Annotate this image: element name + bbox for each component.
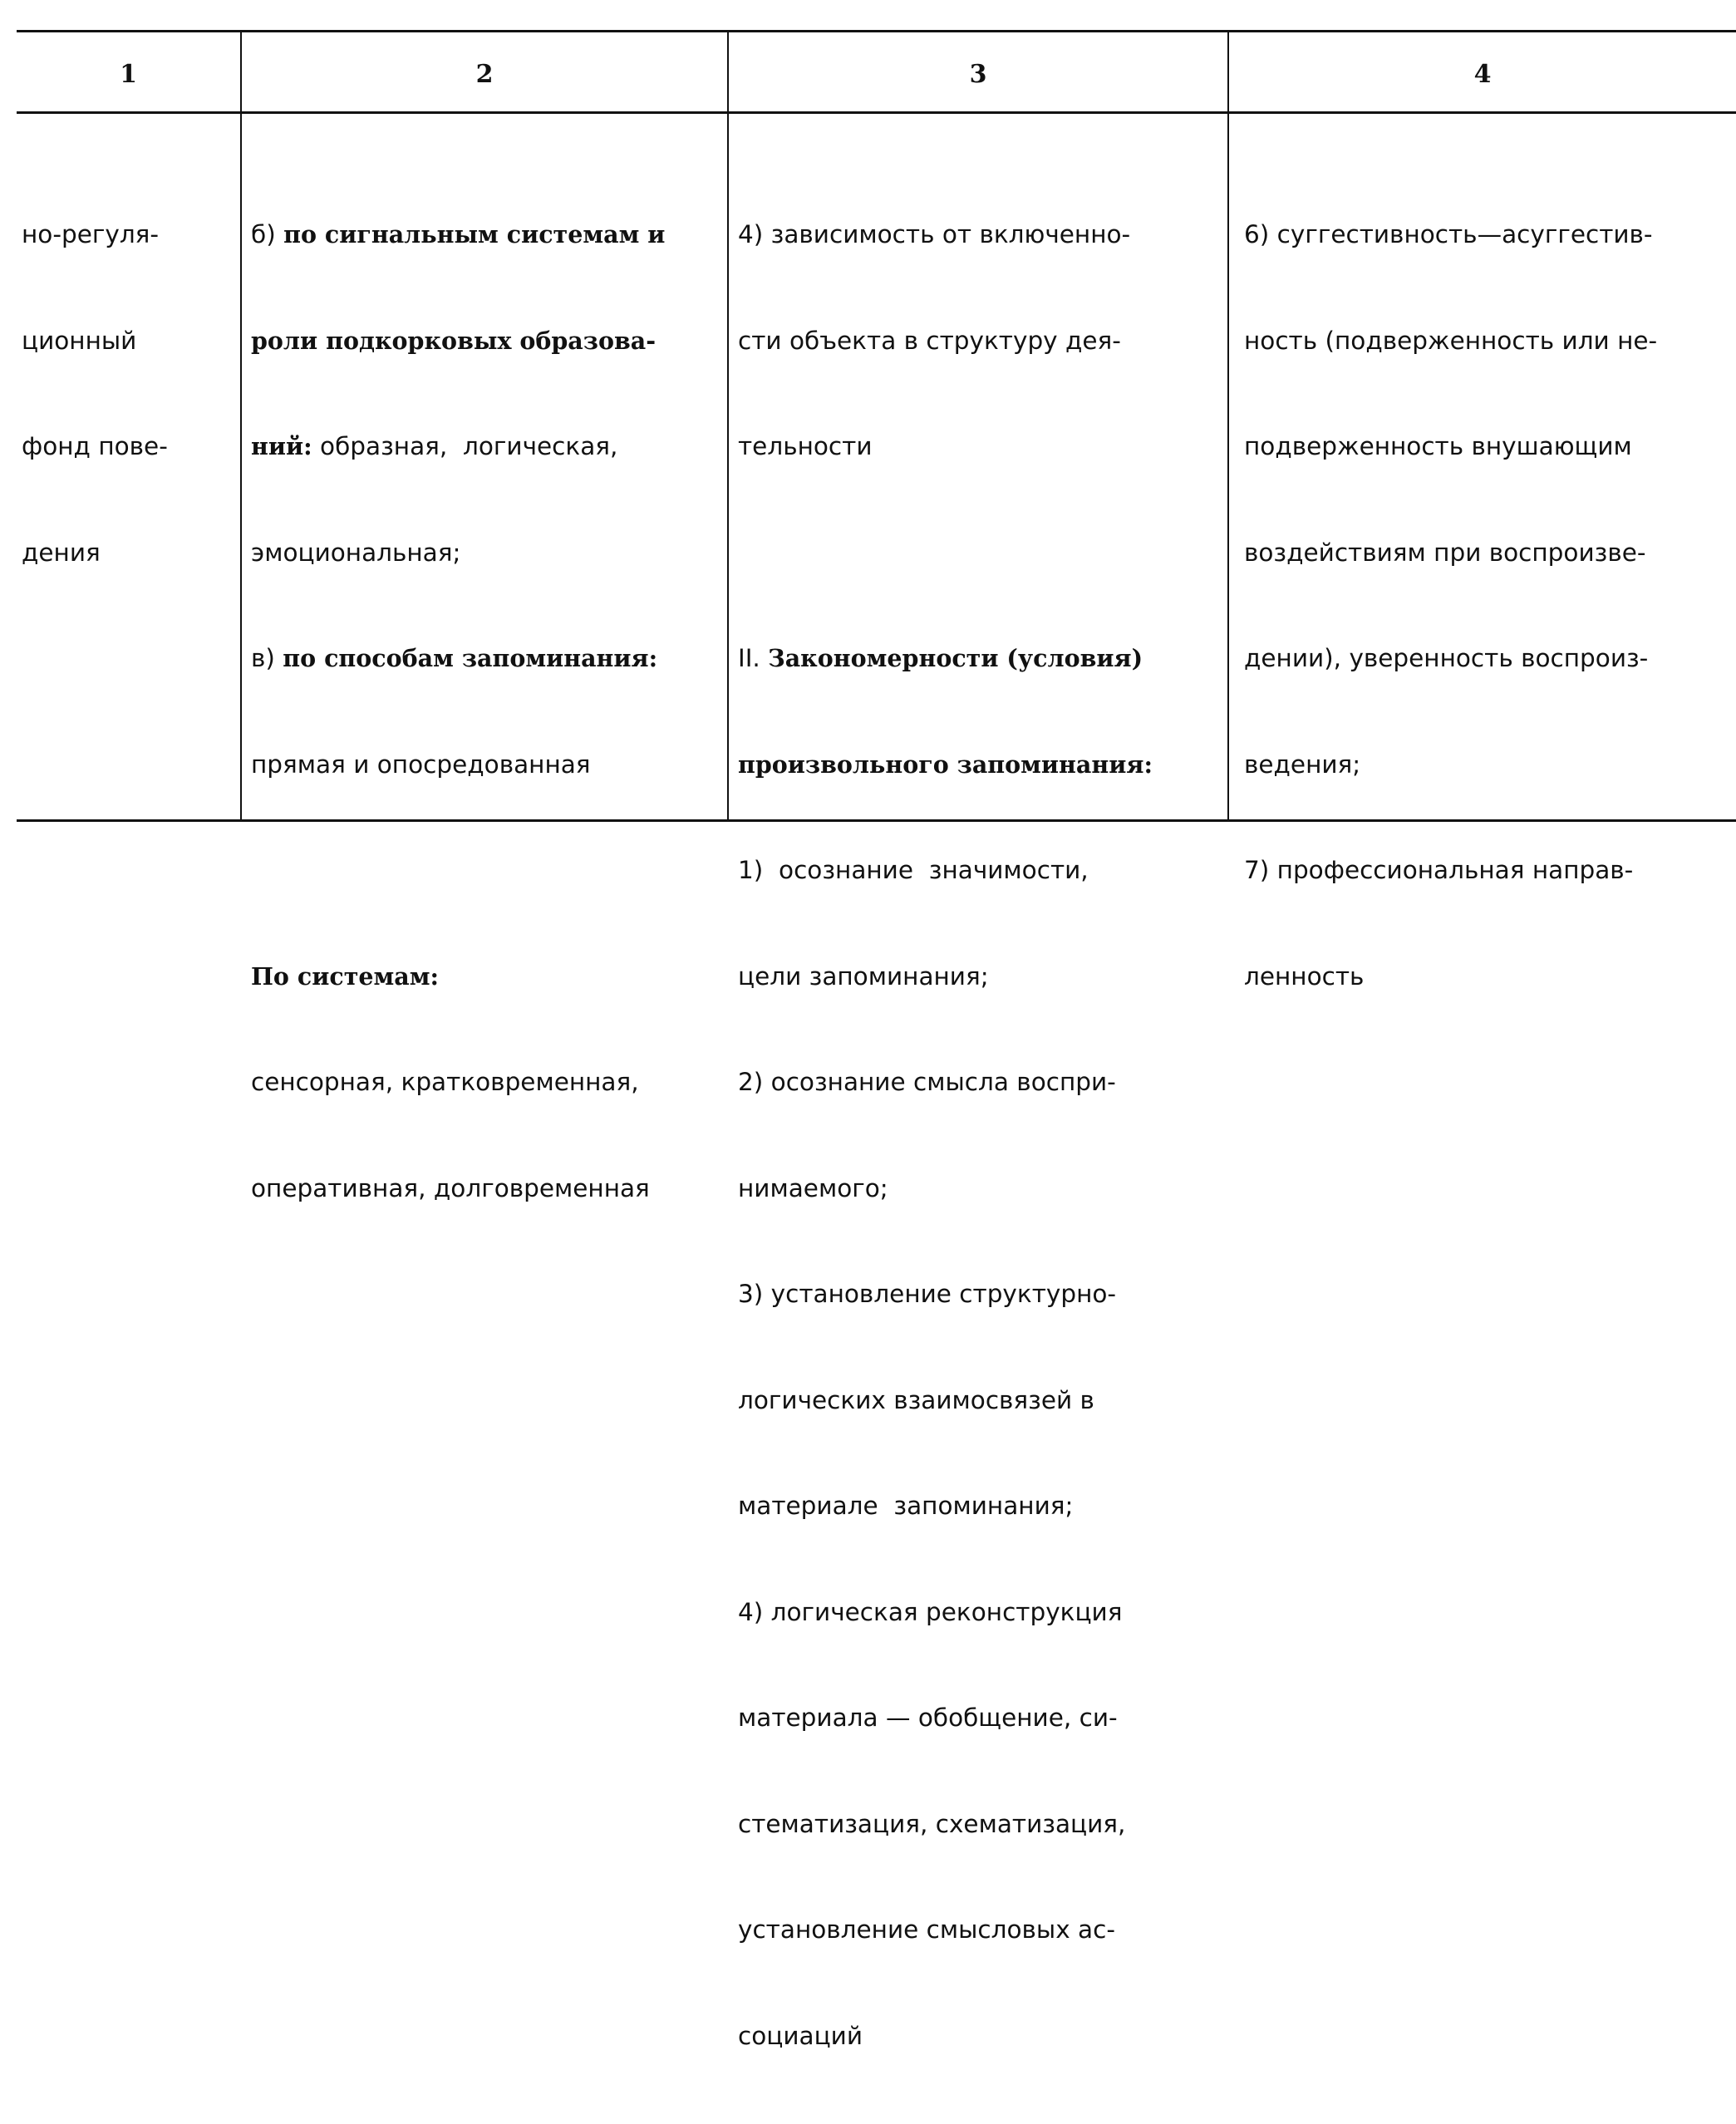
text-line: материале запоминания; — [738, 1492, 1074, 1520]
text-line — [251, 641, 665, 676]
column-divider-1 — [240, 32, 242, 821]
column-divider-3 — [1227, 32, 1229, 821]
header-col-3: 3 — [969, 60, 987, 89]
text-line: 2) осознание смысла воспри- — [738, 1068, 1116, 1096]
list-marker: II. — [738, 644, 769, 672]
bold-term: роли подкорковых образова- — [251, 326, 657, 355]
bold-term: Закономерности (условия) — [768, 644, 1143, 672]
text-line: прямая и опосредованная — [251, 750, 591, 779]
cell-col-3 — [738, 146, 1153, 2124]
bold-term: произвольного запоминания: — [738, 750, 1153, 779]
text-line: ность (подверженность или не- — [1244, 326, 1658, 355]
text-line: тельности — [738, 432, 873, 460]
text-line: сенсорная, кратковременная, — [251, 1068, 639, 1096]
text-line: сти объекта в структуру дея- — [738, 326, 1121, 355]
header-col-4: 4 — [1473, 60, 1492, 89]
text-line: воздействиям при воспроизве- — [1244, 538, 1646, 567]
text-line: нимаемого; — [738, 1173, 888, 1202]
section-heading: По системам: — [251, 961, 439, 991]
text-line: 4) зависимость от включенно- — [738, 220, 1131, 248]
text-line — [251, 217, 665, 253]
column-divider-2 — [727, 32, 729, 821]
text-line: 1) осознание значимости, — [738, 856, 1089, 884]
bold-term: по сигнальным системам и — [283, 220, 666, 248]
text-line: подверженность внушающим — [1244, 432, 1632, 460]
header-col-1: 1 — [120, 60, 137, 89]
header-separator-rule — [17, 111, 1736, 114]
text-line: дения — [22, 538, 101, 567]
plain-text: образная, логическая, — [312, 432, 618, 460]
text-line: дении), уверенность воспроиз- — [1244, 644, 1649, 672]
text-line: материала — обобщение, си- — [738, 1704, 1118, 1732]
cell-col-2 — [251, 146, 665, 1276]
blank-line — [738, 535, 1153, 571]
text-line: логических взаимосвязей в — [738, 1385, 1094, 1414]
text-line: фонд пове- — [22, 432, 168, 460]
cell-col-1 — [22, 146, 168, 641]
text-line: установление смысловых ас- — [738, 1915, 1115, 1944]
text-line: 4) логическая реконструкция — [738, 1597, 1123, 1626]
text-line — [251, 959, 665, 995]
text-line: стематизация, схематизация, — [738, 1809, 1126, 1838]
text-line: эмоциональная; — [251, 538, 461, 567]
text-line: 3) установление структурно- — [738, 1280, 1117, 1308]
text-line: социаций — [738, 2021, 863, 2050]
table-top-rule — [17, 30, 1736, 32]
text-line: цели запоминания; — [738, 961, 989, 991]
list-marker: б) — [251, 220, 284, 248]
text-line: но-регуля- — [22, 220, 160, 248]
text-line: 7) профессиональная направ- — [1244, 856, 1634, 884]
text-line — [738, 747, 1153, 783]
text-line: ционный — [22, 326, 137, 355]
text-line — [251, 323, 665, 359]
text-line: 6) суггестивность—асуггестив- — [1244, 220, 1653, 248]
bold-term: ний: — [251, 432, 312, 460]
header-col-2: 2 — [475, 60, 494, 89]
cell-col-4 — [1244, 146, 1657, 1064]
blank-line — [251, 853, 665, 888]
bold-term: по способам запоминания: — [283, 644, 658, 672]
text-line — [738, 641, 1153, 676]
text-line: оперативная, долговременная — [251, 1173, 650, 1202]
text-line: ведения; — [1244, 750, 1361, 779]
text-line — [251, 429, 665, 465]
text-line: ленность — [1244, 961, 1365, 991]
list-marker: в) — [251, 644, 283, 672]
